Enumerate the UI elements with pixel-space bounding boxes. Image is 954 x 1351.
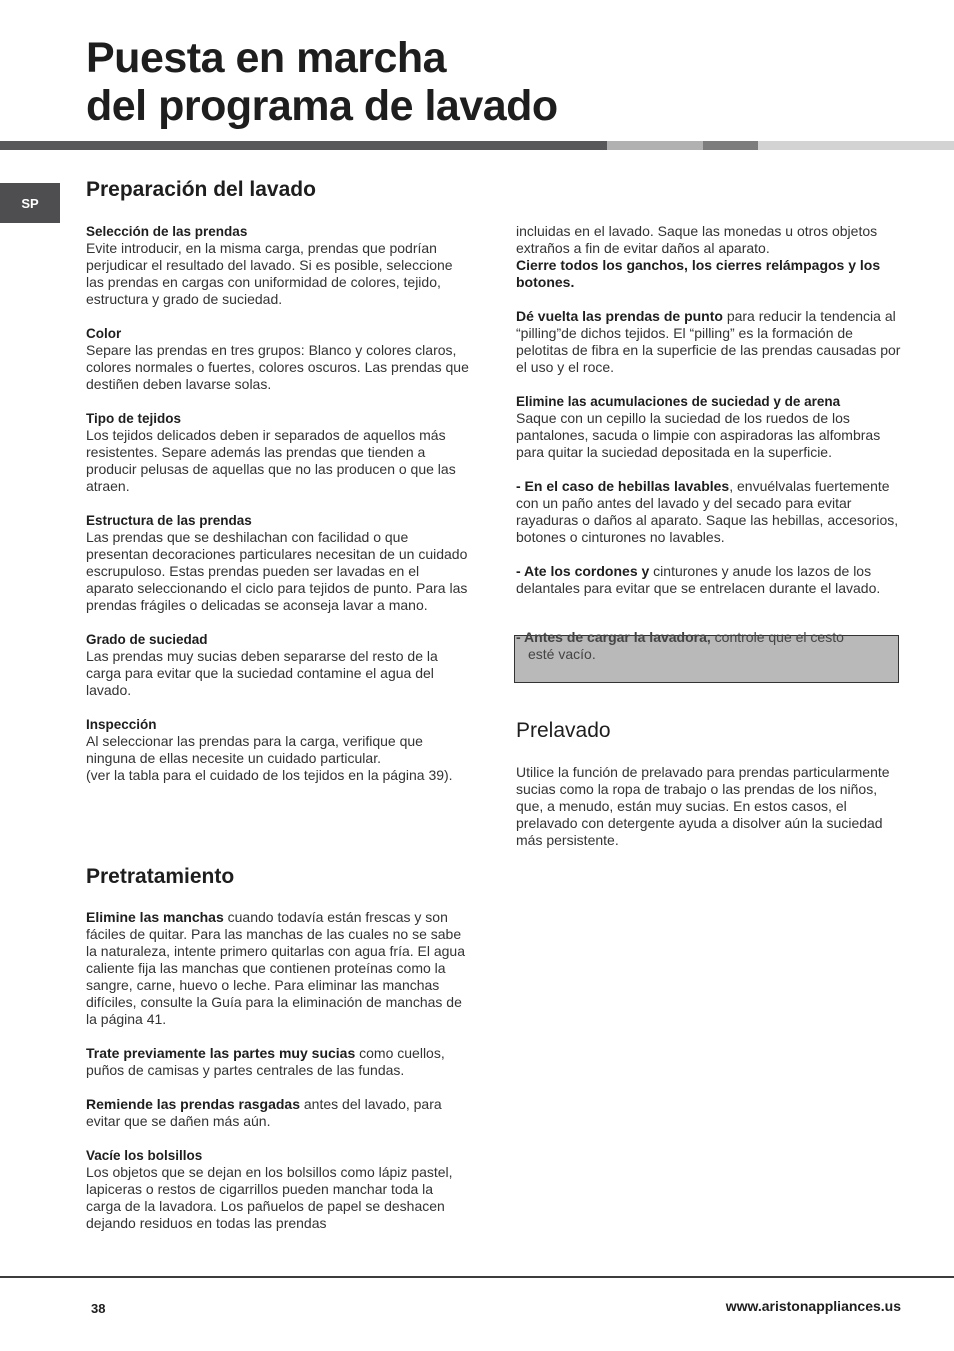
page-title-line2: del programa de lavado [86, 82, 558, 130]
note-body: controle que el cesto [710, 629, 844, 645]
paragraph-body: cinturones y anude los lazos de los delantales para evitar que se entrelacen durante el lavado. [516, 563, 881, 596]
paragraph-body: que, a menudo, están muy sucias. En estos casos, el prelavado con detergente ayuda a disolver aún la suciedad más persistente. [516, 798, 883, 848]
paragraph-body: (ver la tabla para el cuidado de los tejidos en la página 39). [86, 767, 453, 783]
paragraph-body: Los tejidos delicados deben ir separados de aquellos más resistentes. Separe además las prendas que tienden a producir pelusas de aquellas que no las producen o que las atraen. [86, 427, 456, 494]
paragraph-de-vuelta [516, 308, 902, 376]
paragraph-body: , envuélvalas fuertemente con un paño antes del lavado y del secado para evitar rayaduras o daños al aparato. Saque las hebillas, accesorios, botones o cinturones no lavables. [516, 478, 899, 545]
header-bar-segment [703, 141, 758, 150]
paragraph-seleccion [86, 223, 470, 308]
note-text [516, 629, 901, 663]
bold-lead: - Ate los cordones y [516, 563, 650, 579]
bold-lead: Cierre todos los ganchos, los cierres relámpagos y los botones. [516, 257, 881, 290]
paragraph-body: antes del lavado, para evitar que se dañen más aún. [86, 1096, 442, 1129]
paragraph-body: Saque con un cepillo la suciedad de los ruedos de los pantalones, sacuda o limpie con aspiradoras las alfombras para quitar la suciedad depositada en la superficie. [516, 410, 881, 460]
prelavado-column [516, 764, 902, 849]
paragraph-tipo [86, 410, 470, 495]
subheading: Selección de las prendas [86, 224, 248, 239]
paragraph-inspeccion [86, 716, 470, 784]
bold-lead: - Antes de cargar la lavadora, [516, 629, 711, 645]
paragraph-body: Al seleccionar las prendas para la carga, verifique que ninguna de ellas necesite un cuidado particular. [86, 733, 423, 766]
footer-rule [0, 1276, 954, 1278]
paragraph-body: para reducir la tendencia al “pilling”de dichos tejidos. El “pilling” es la formación de pelotitas de fibra en la superficie de las prendas causadas por el uso y el roce. [516, 308, 901, 375]
section-heading-pretratamiento: Pretratamiento [86, 865, 235, 888]
bold-lead: Dé vuelta las prendas de punto [516, 308, 723, 324]
paragraph-body: Separe las prendas en tres grupos: Blanco y colores claros, colores normales o fuertes, colores oscuros. Las prendas que destiñen deben lavarse solas. [86, 342, 469, 392]
paragraph-body: incluidas en el lavado. Saque las monedas u otros objetos extraños a fin de evitar daños al aparato. [516, 223, 878, 256]
subheading: Grado de suciedad [86, 632, 208, 647]
paragraph-body: Los objetos que se dejan en los bolsillos como lápiz pastel, lapiceras o restos de cigarrillos pueden manchar toda la carga de la lavadora. Los pañuelos de papel se deshacen dejando residuos en todas las prendas [86, 1164, 453, 1231]
paragraph-body: Las prendas muy sucias deben separarse del resto de la carga para evitar que la suciedad contamine el agua del lavado. [86, 648, 438, 698]
pretratamiento-column [86, 909, 470, 1249]
paragraph-body: como cuellos, puños de camisas y partes centrales de las fundas. [86, 1045, 445, 1078]
bold-lead: Trate previamente las partes muy sucias [86, 1045, 356, 1061]
paragraph-estructura [86, 512, 470, 614]
subheading: Elimine las acumulaciones de suciedad y de arena [516, 394, 841, 409]
header-bar-segment [0, 141, 607, 150]
paragraph-manchas [86, 909, 470, 1028]
subheading: Vacíe los bolsillos [86, 1148, 203, 1163]
page-title [86, 34, 558, 130]
subheading: Tipo de tejidos [86, 411, 182, 426]
paragraph-body: cuando todavía están frescas y son fáciles de quitar. Para las manchas de las cuales no se sabe la naturaleza, intente primero quitarlas con agua fría. El agua caliente fija las manchas que contienen proteínas como la sangre, carne, huevo o leche. Para eliminar las manchas difíciles, consulte la Guía para la eliminación de manchas de la página 41. [86, 909, 466, 1027]
paragraph-body: Utilice la función de prelavado para prendas particularmente sucias como la ropa de trabajo o las prendas de los niños, [516, 764, 890, 797]
header-bar-segment [758, 141, 954, 150]
bold-lead: - En el caso de hebillas lavables [516, 478, 730, 494]
paragraph-continuation [516, 223, 902, 291]
paragraph-rasgadas [86, 1096, 470, 1130]
right-column [516, 223, 902, 614]
paragraph-bolsillos [86, 1147, 470, 1232]
subheading: Estructura de las prendas [86, 513, 252, 528]
paragraph-grado [86, 631, 470, 699]
section-heading-preparacion: Preparación del lavado [86, 178, 316, 201]
subheading: Inspección [86, 717, 157, 732]
paragraph-prelavado [516, 764, 902, 849]
bold-lead: Remiende las prendas rasgadas [86, 1096, 300, 1112]
bold-lead: Elimine las manchas [86, 909, 224, 925]
section-heading-prelavado: Prelavado [516, 719, 611, 742]
paragraph-color [86, 325, 470, 393]
paragraph-cordones [516, 563, 902, 597]
website-url: www.aristonappliances.us [725, 1298, 901, 1314]
header-bar-segment [607, 141, 703, 150]
paragraph-body: Evite introducir, en la misma carga, prendas que podrían perjudicar el resultado del lavado. Si es posible, seleccione las prendas en cargas con uniformidad de colores, tejido, estructura y grado de suciedad. [86, 240, 453, 307]
language-tab: SP [0, 183, 60, 223]
left-column [86, 223, 470, 801]
page-title-line1: Puesta en marcha [86, 34, 447, 82]
paragraph-acumulaciones [516, 393, 902, 461]
paragraph-hebillas [516, 478, 902, 546]
paragraph-partes-sucias [86, 1045, 470, 1079]
page-number: 38 [91, 1301, 106, 1316]
subheading: Color [86, 326, 122, 341]
paragraph-body: Las prendas que se deshilachan con facilidad o que presentan decoraciones particulares necesitan de un cuidado escrupuloso. Estas prendas pueden ser lavadas en el aparato seleccionando el ciclo para tejidos de punto. Para las prendas frágiles o delicadas se aconseja lavar a mano. [86, 529, 468, 613]
note-body: esté vacío. [528, 646, 596, 662]
